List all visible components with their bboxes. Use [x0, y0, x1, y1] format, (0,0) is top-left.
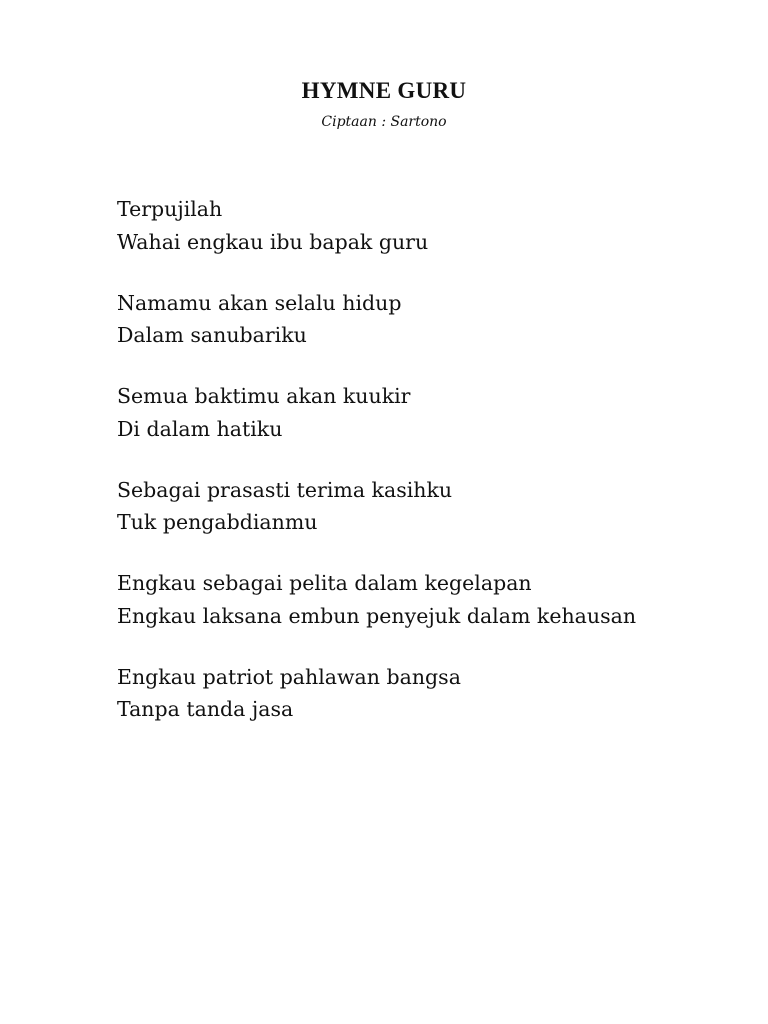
lyric-line: Sebagai prasasti terima kasihku [117, 477, 453, 502]
lyric-line: Engkau patriot pahlawan bangsa [117, 664, 461, 689]
stanza-1 [117, 193, 737, 258]
lyric-line: Terpujilah [117, 197, 223, 221]
lyric-line: Semua baktimu akan kuukir [117, 384, 411, 408]
stanza-3 [117, 380, 737, 445]
stanza-6 [117, 661, 737, 726]
lyrics-body [117, 193, 737, 754]
lyric-line: Namamu akan selalu hidup [117, 290, 402, 315]
stanza-5 [117, 567, 737, 632]
lyric-line: Engkau sebagai pelita dalam kegelapan [117, 571, 532, 595]
lyric-line: Wahai engkau ibu bapak guru [117, 229, 429, 254]
page-title: HYMNE GURU [301, 78, 467, 103]
lyric-line: Tanpa tanda jasa [117, 697, 294, 721]
stanza-2 [117, 287, 737, 352]
lyric-line: Engkau laksana embun penyejuk dalam kehausan [117, 603, 637, 628]
page-subtitle: Ciptaan : Sartono [321, 114, 447, 130]
lyric-line: Dalam sanubariku [117, 323, 307, 347]
stanza-4 [117, 474, 737, 539]
lyric-line: Tuk pengabdianmu [117, 510, 318, 534]
lyric-line: Di dalam hatiku [117, 416, 283, 441]
